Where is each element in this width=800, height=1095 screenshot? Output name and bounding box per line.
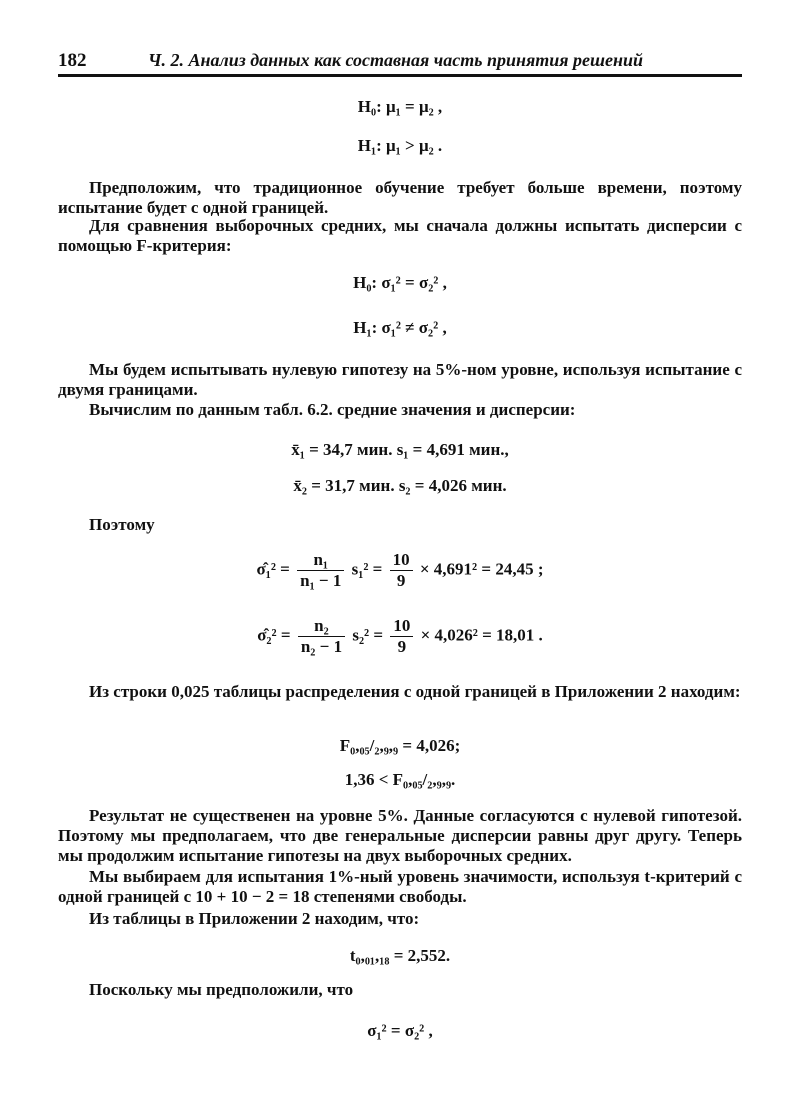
equation-t-critical: t₀,₀₁,₁₈ = 2,552.: [349, 946, 451, 965]
paragraph: Поскольку мы предположили, что: [89, 980, 354, 999]
fraction-numerator: n₂: [298, 616, 345, 637]
paragraph: Мы выбираем для испытания 1%-ный уровень значимости, используя t-критерий с одной границей с 10 + 10 − 2 = 18 степенями свободы.: [58, 867, 742, 906]
equation-h1-means: H₁: μ₁ > μ₂ .: [357, 136, 443, 155]
fraction: [298, 616, 345, 657]
variance-lhs: σ̂₂² =: [257, 625, 291, 645]
fraction-denominator: 9: [396, 571, 406, 590]
paragraph: Мы будем испытывать нулевую гипотезу на 5%-ном уровне, используя испытание с двумя границами.: [58, 360, 742, 399]
paragraph: Из таблицы в Приложении 2 находим, что:: [89, 909, 420, 928]
fraction-denominator: n₂ − 1: [300, 637, 343, 656]
paragraph: Поэтому: [89, 515, 155, 534]
paragraph: Для сравнения выборочных средних, мы сначала должны испытать дисперсии с помощью F-критерия:: [58, 216, 742, 255]
equation-variance-1: [0, 550, 800, 591]
equation-h1-variances: H₁: σ₁² ≠ σ₂² ,: [353, 318, 447, 337]
variance-lhs: σ̂₁² =: [256, 559, 290, 579]
paragraph: Результат не существенен на уровне 5%. Данные согласуются с нулевой гипотезой. Поэтому мы предполагаем, что две генеральные дисперсии равны друг другу. Теперь мы продолжим испытание гипотезы на двух выборочных средних.: [58, 806, 742, 865]
fraction: [390, 616, 413, 657]
variance-mid: s₂² =: [352, 625, 384, 645]
equation-f-compare: 1,36 < F₀,₀₅/₂,₉,₉.: [344, 770, 456, 789]
variance-rhs: × 4,026² = 18,01 .: [420, 625, 543, 645]
equation-mean-1: x̄₁ = 34,7 мин. s₁ = 4,691 мин.,: [291, 440, 509, 459]
fraction: [297, 550, 344, 591]
equation-f-critical: F₀,₀₅/₂,₉,₉ = 4,026;: [339, 736, 461, 755]
fraction: [390, 550, 413, 591]
fraction-numerator: 10: [390, 616, 413, 637]
fraction-numerator: 10: [390, 550, 413, 571]
header-rule: [58, 74, 742, 77]
equation-mean-2: x̄₂ = 31,7 мин. s₂ = 4,026 мин.: [293, 476, 507, 495]
paragraph: Из строки 0,025 таблицы распределения с одной границей в Приложении 2 находим:: [89, 682, 741, 701]
paragraph: Вычислим по данным табл. 6.2. средние значения и дисперсии:: [89, 400, 576, 419]
running-title: Ч. 2. Анализ данных как составная часть принятия решений: [148, 50, 643, 70]
equation-equal-variances: σ₁² = σ₂² ,: [367, 1021, 433, 1040]
equation-variance-2: [0, 616, 800, 657]
fraction-denominator: 9: [397, 637, 407, 656]
variance-rhs: × 4,691² = 24,45 ;: [419, 559, 544, 579]
fraction-numerator: n₁: [297, 550, 344, 571]
equation-h0-means: H₀: μ₁ = μ₂ ,: [357, 97, 443, 116]
variance-mid: s₁² =: [351, 559, 383, 579]
equation-h0-variances: H₀: σ₁² = σ₂² ,: [353, 273, 447, 292]
fraction-denominator: n₁ − 1: [300, 571, 342, 590]
page-number: 182: [58, 50, 87, 71]
paragraph: Предположим, что традиционное обучение требует больше времени, поэтому испытание будет с одной границей.: [58, 178, 742, 217]
